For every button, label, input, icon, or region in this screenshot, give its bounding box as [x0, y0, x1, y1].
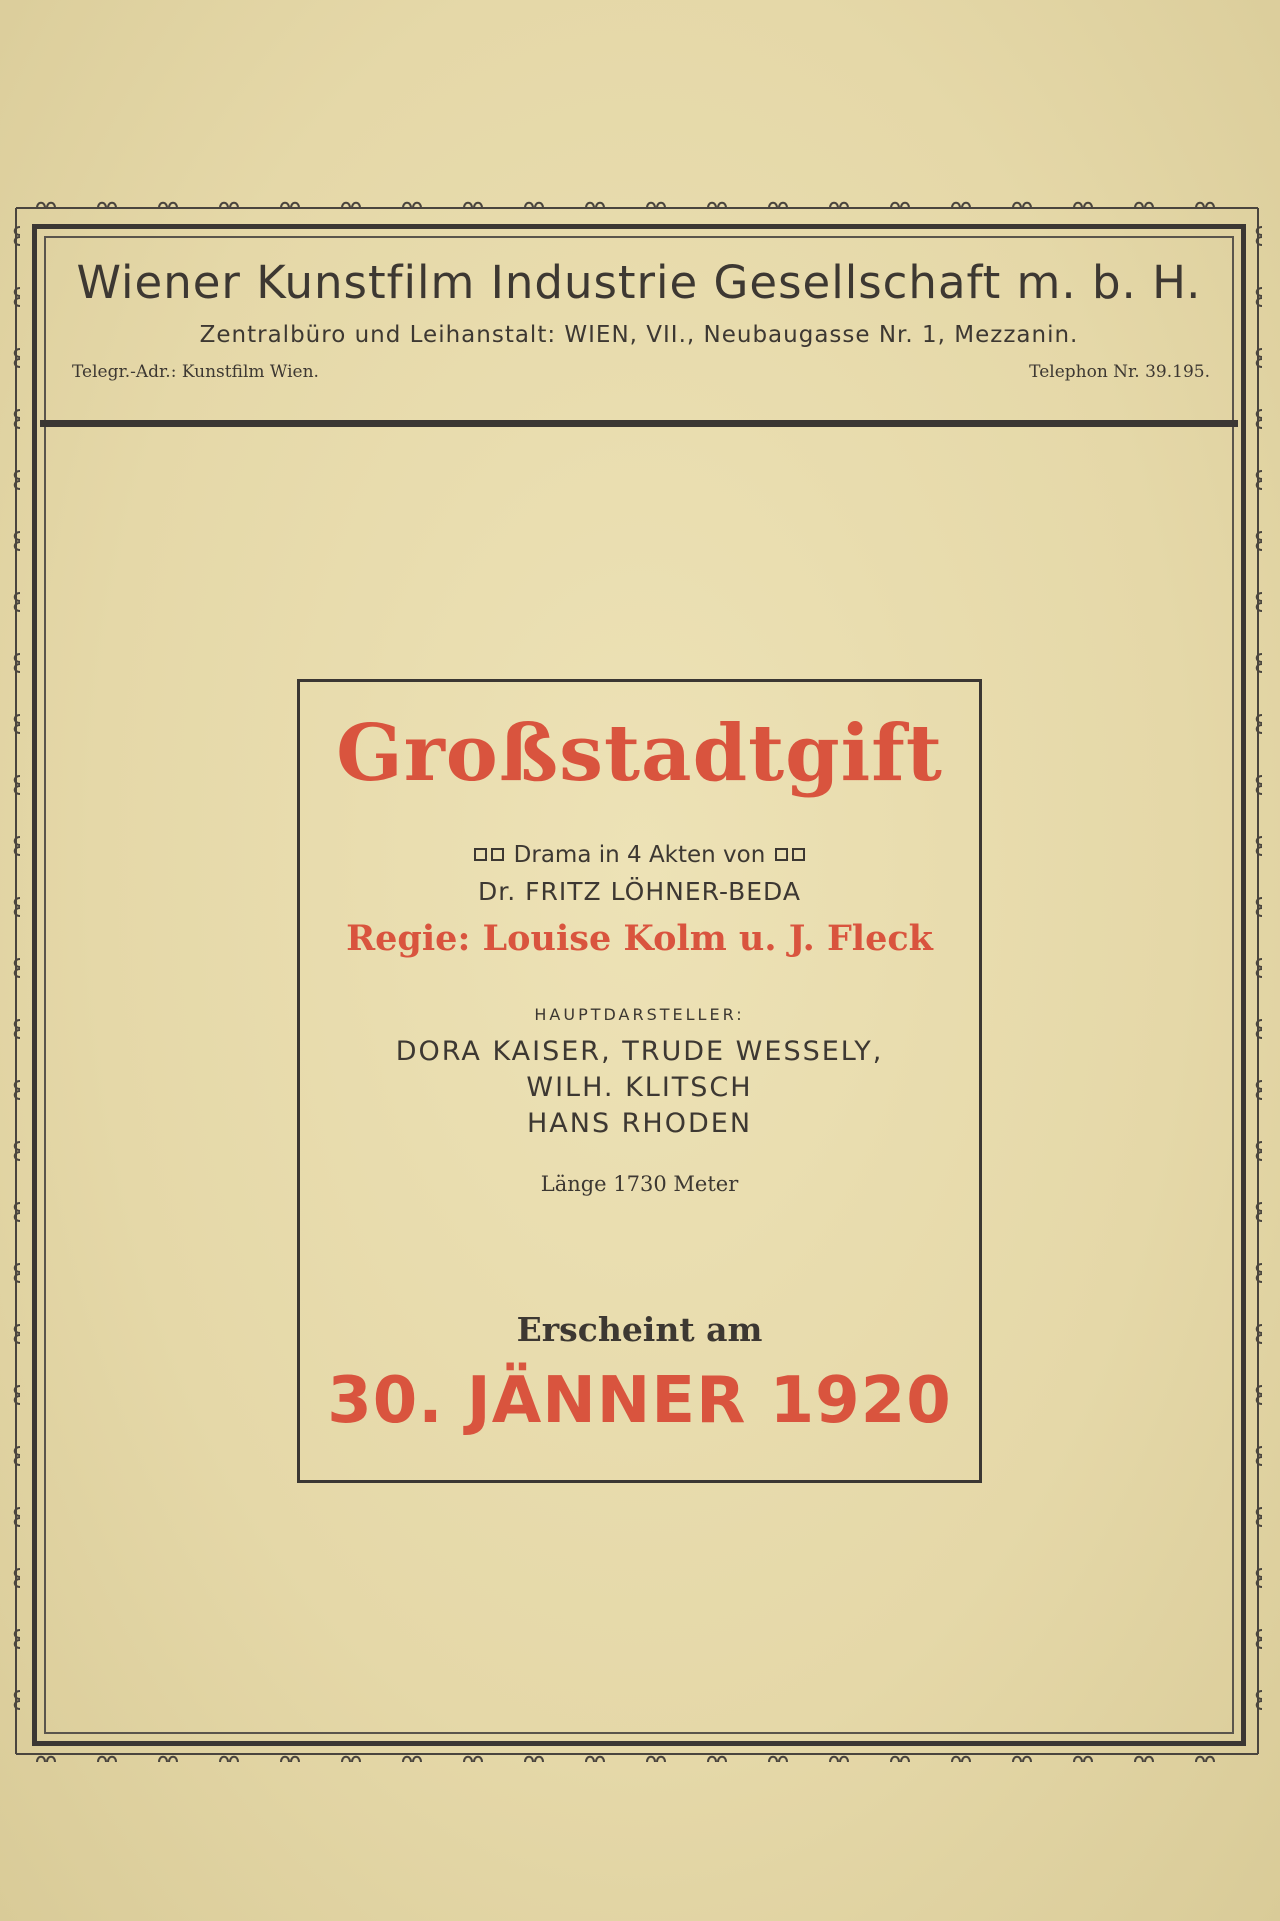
author: Dr. FRITZ LÖHNER-BEDA — [478, 877, 801, 906]
genre-text: Drama in 4 Akten von — [513, 842, 766, 868]
square-ornament-icon — [792, 848, 805, 861]
header-divider — [40, 420, 1238, 427]
telephone-number: Telephon Nr. 39.195. — [1029, 362, 1210, 382]
release-date: 30. JÄNNER 1920 — [327, 1364, 952, 1438]
cast-line: DORA KAISER, TRUDE WESSELY, — [395, 1036, 884, 1067]
square-ornament-icon — [491, 848, 504, 861]
square-ornament-icon — [775, 848, 788, 861]
genre-line — [297, 842, 982, 868]
company-address: Zentralbüro und Leihanstalt: WIEN, VII., Neubaugasse Nr. 1, Mezzanin. — [199, 322, 1079, 348]
telegram-address: Telegr.-Adr.: Kunstfilm Wien. — [72, 362, 319, 382]
directors: Regie: Louise Kolm u. J. Fleck — [346, 918, 933, 959]
release-label: Erscheint am — [516, 1310, 763, 1349]
cast-heading: HAUPTDARSTELLER: — [534, 1005, 745, 1024]
company-name: Wiener Kunstfilm Industrie Gesellschaft m. b. H. — [76, 256, 1202, 309]
cast-line: WILH. KLITSCH — [526, 1072, 753, 1103]
cast-line: HANS RHODEN — [526, 1108, 753, 1139]
film-title: Großstadtgift — [336, 708, 943, 799]
film-length: Länge 1730 Meter — [540, 1172, 739, 1196]
square-ornament-icon — [474, 848, 487, 861]
